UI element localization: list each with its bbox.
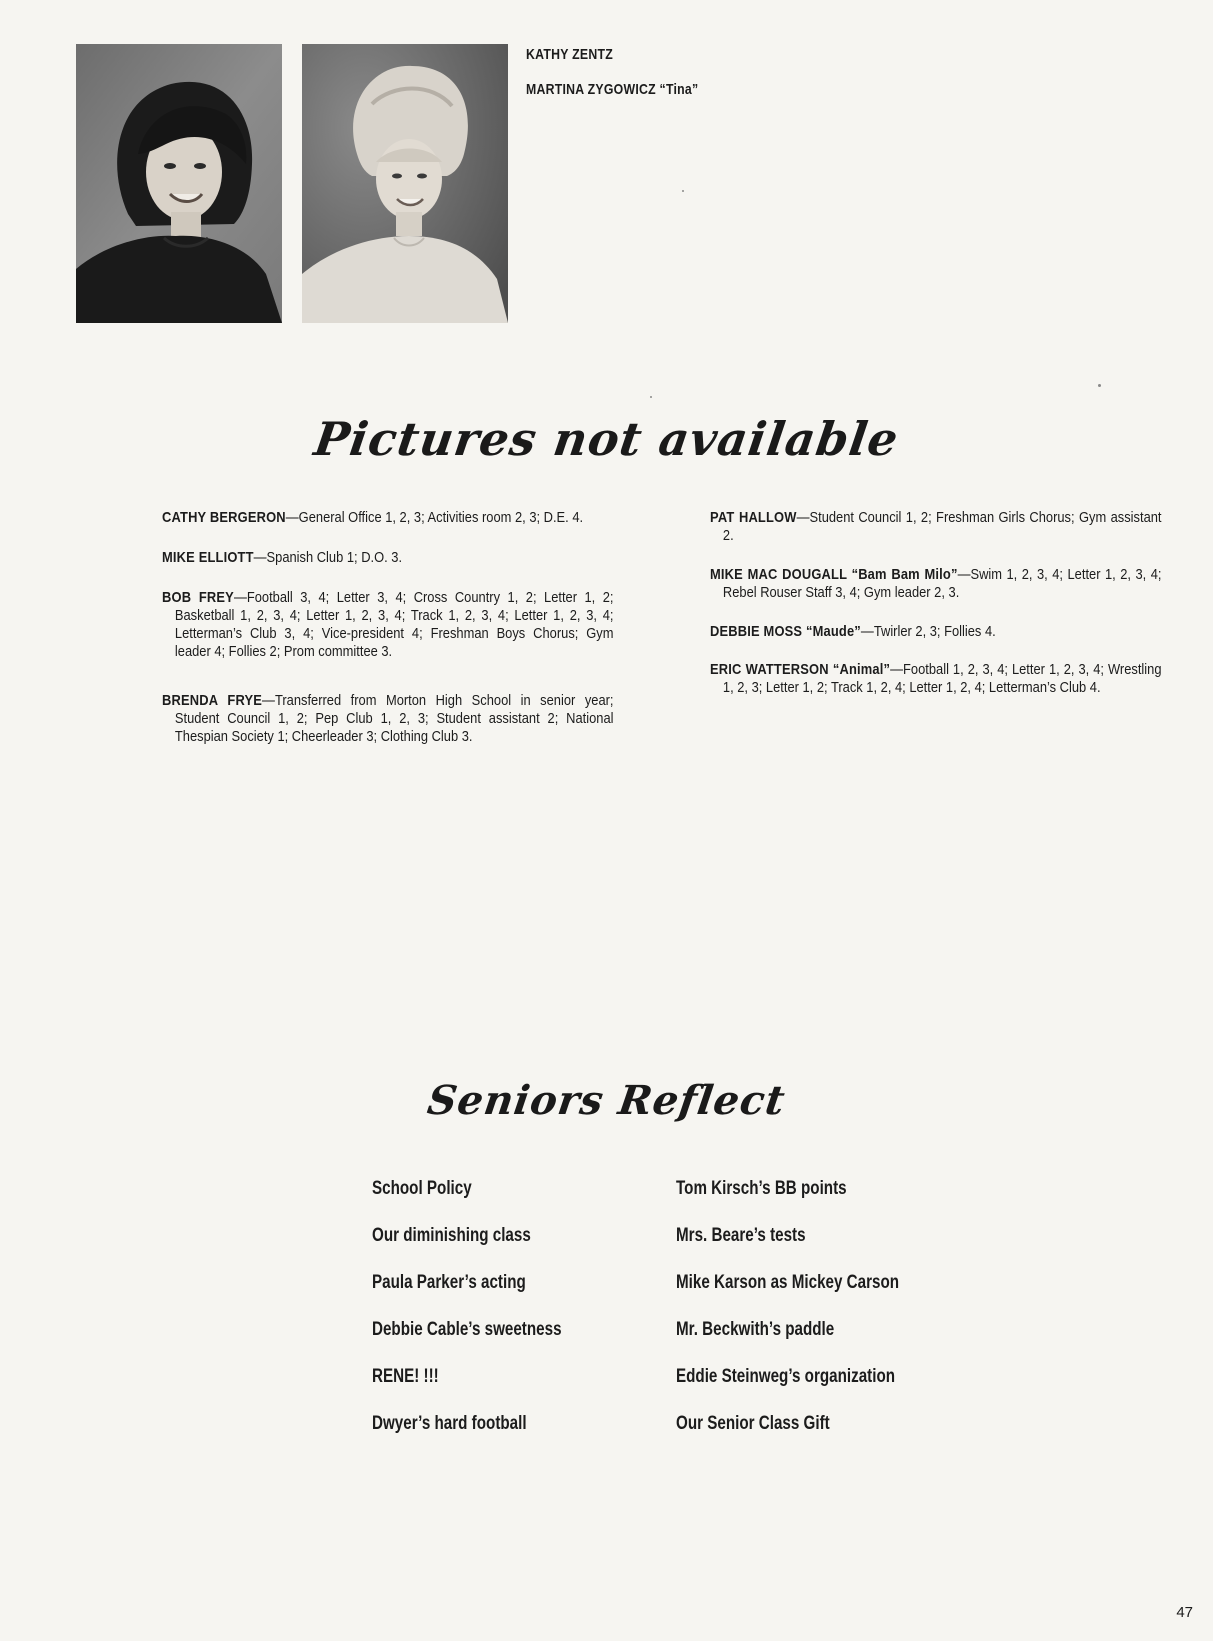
reflect-item: Debbie Cable’s sweetness [372, 1319, 562, 1340]
reflect-item: Tom Kirsch’s BB points [676, 1178, 847, 1199]
paper-speck [1098, 384, 1101, 387]
entry-text: —Swim 1, 2, 3, 4; Letter 1, 2, 3, 4; Rebel Rouser Staff 3, 4; Gym leader 2, 3. [722, 566, 1162, 601]
reflect-item: Paula Parker’s acting [372, 1272, 526, 1293]
entry-name: CATHY BERGERON [162, 509, 286, 526]
entry-mike-mac-dougall [710, 566, 1162, 623]
portrait-kathy-zentz [76, 44, 282, 323]
entry-name: DEBBIE MOSS “Maude” [710, 623, 861, 640]
paper-speck [650, 396, 652, 398]
reflect-item: Dwyer’s hard football [372, 1413, 527, 1434]
entry-text: —Football 3, 4; Letter 3, 4; Cross Country 1, 2; Letter 1, 2; Basketball 1, 2, 3, 4; Letter 1, 2, 3, 4; Track 1, 2, 3, 4; Letter 1, 2, 3, 4; Letterman’s Club 3, 4; Vice-president 4; Freshman Boys Chorus; Gym leader 4; Follies 2; Prom committee 3. [174, 589, 614, 660]
entry-text: —Spanish Club 1; D.O. 3. [253, 549, 403, 566]
entry-text: —Transferred from Morton High School in senior year; Student Council 1, 2; Pep Club 1, 2, 3; Student assistant 2; National Thespian Society 1; Cheerleader 3; Clothing Club 3. [174, 692, 614, 745]
reflect-item: Our Senior Class Gift [676, 1413, 830, 1434]
entry-text: —Twirler 2, 3; Follies 4. [860, 623, 996, 640]
entry-mike-elliott [162, 549, 614, 589]
pictures-not-available-title: Pictures not available [310, 412, 903, 466]
name-kathy-zentz: KATHY ZENTZ [526, 46, 613, 63]
entry-debbie-moss [710, 623, 1162, 661]
reflect-item: Mrs. Beare’s tests [676, 1225, 806, 1246]
seniors-reflect-title: Seniors Reflect [424, 1077, 789, 1124]
reflect-right-column [676, 1178, 955, 1460]
missing-pictures-left-column [162, 509, 614, 746]
entry-name: MIKE MAC DOUGALL “Bam Bam Milo” [710, 566, 958, 583]
entry-bob-frey [162, 589, 614, 692]
entry-cathy-bergeron [162, 509, 614, 549]
entry-name: BOB FREY [162, 589, 234, 606]
reflect-left-column [372, 1178, 609, 1460]
reflect-item: Mike Karson as Mickey Carson [676, 1272, 900, 1293]
entry-name: PAT HALLOW [710, 509, 797, 526]
entry-text: —Student Council 1, 2; Freshman Girls Chorus; Gym assistant 2. [722, 509, 1162, 544]
portrait-martina-zygowicz [302, 44, 508, 323]
entry-eric-watterson [710, 661, 1162, 697]
name-martina-zygowicz: MARTINA ZYGOWICZ “Tina” [526, 81, 699, 98]
reflect-item: School Policy [372, 1178, 472, 1199]
entry-name: MIKE ELLIOTT [162, 549, 254, 566]
entry-text: —Football 1, 2, 3, 4; Letter 1, 2, 3, 4; Wrestling 1, 2, 3; Letter 1, 2; Track 1, 2, 4; Letter 1, 2, 4; Letterman’s Club 4. [722, 661, 1162, 696]
entry-name: ERIC WATTERSON “Animal” [710, 661, 891, 678]
reflect-item: RENE! !!! [372, 1366, 439, 1387]
paper-speck [682, 190, 684, 192]
reflect-item: Our diminishing class [372, 1225, 531, 1246]
entry-name: BRENDA FRYE [162, 692, 263, 709]
reflect-item: Eddie Steinweg’s organization [676, 1366, 896, 1387]
entry-pat-hallow [710, 509, 1162, 566]
entry-text: —General Office 1, 2, 3; Activities room 2, 3; D.E. 4. [285, 509, 584, 526]
entry-brenda-frye [162, 692, 614, 746]
reflect-item: Mr. Beckwith’s paddle [676, 1319, 835, 1340]
portrait-names [526, 46, 736, 116]
page-number: 47 [1176, 1604, 1193, 1621]
missing-pictures-right-column [710, 509, 1162, 697]
